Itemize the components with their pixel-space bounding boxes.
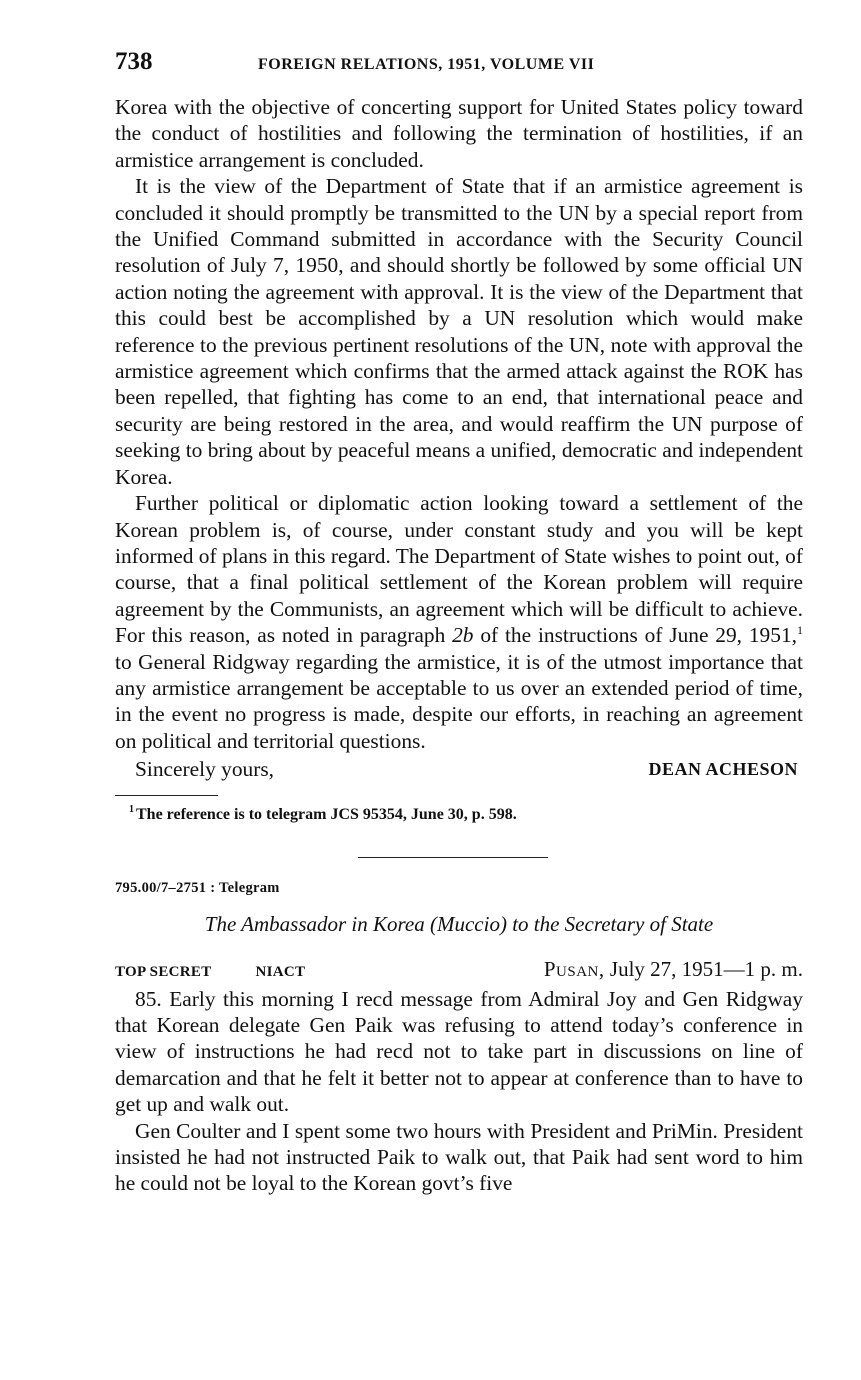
footnote-rule <box>115 795 218 796</box>
telegram-paragraph-1: 85. Early this morning I recd message from Admiral Joy and Gen Ridgway that Korean delegate Gen Paik was refusing to attend today’s conference in view of instructions he had recd not to take part in discussions on line of demarcation and that he felt it better not to appear at conference than to have to get up and walk out. <box>115 986 803 1117</box>
telegram-paragraph-2: Gen Coulter and I spent some two hours with President and PriMin. President insisted he had not instructed Paik to walk out, that Paik had sent word to him he could not be loyal to the Korean govt’s five <box>115 1118 803 1196</box>
paragraph-reference: 2b <box>452 623 474 648</box>
signer-name: DEAN ACHESON <box>648 759 798 780</box>
dateline <box>544 957 803 982</box>
signature-block <box>115 756 803 782</box>
classification: TOP SECRET <box>115 963 212 980</box>
precedence: NIACT <box>255 963 306 980</box>
section-separator <box>358 857 548 858</box>
footnote-mark: 1 <box>129 804 134 816</box>
running-title: FOREIGN RELATIONS, 1951, VOLUME VII <box>258 56 595 73</box>
salutation: Sincerely yours, <box>135 757 275 782</box>
letter-paragraph-1: Korea with the objective of concerting support for United States policy toward the conduct of hostilities and following the termination of hostilities, if an armistice arrangement is concluded. <box>115 95 803 172</box>
classification-line <box>115 957 803 982</box>
document-file-id: 795.00/7–2751 : Telegram <box>115 879 280 896</box>
page-header <box>115 48 803 82</box>
page-number: 738 <box>115 48 153 75</box>
place: Pusan, <box>543 956 605 981</box>
date: July 27, 1951—1 p. m. <box>604 956 803 981</box>
letter-paragraph-2: It is the view of the Department of State that if an armistice agreement is concluded it should promptly be transmitted to the UN by a special report from the Unified Command submitted in accordance with the Security Council resolution of July 7, 1950, and should shortly be followed by some official UN action noting the agreement with approval. It is the view of the Department that this could best be accomplished by a UN resolution which would make reference to the previous pertinent resolutions of the UN, note with approval the armistice agreement which confirms that the armed attack against the ROK has been repelled, that fighting has come to an end, that international peace and security are being restored in the area, and would reaffirm the UN purpose of seeking to bring about by peaceful means a unified, democratic and independent Korea. <box>115 174 803 489</box>
document-page <box>115 48 803 1197</box>
document-title: The Ambassador in Korea (Muccio) to the Secretary of State <box>204 911 714 936</box>
footnote-text: The reference is to telegram JCS 95354, June 30, p. 598. <box>136 805 517 823</box>
footnote <box>115 805 803 825</box>
footnote-reference: 1 <box>796 623 803 637</box>
letter-paragraph-3: Further political or diplomatic action looking toward a settlement of the Korean problem is, of course, under constant study and you will be kept informed of plans in this regard. The Department of State wishes to point out, of course, that a final political settlement of the Korean problem will require agreement by the Communists, an agreement which will be difficult to achieve. For this reason, as noted in paragraph 2b of the instructions of June 29, 1951,$^1$ to General Ridgway regarding the armistice, it is of the utmost importance that any armistice arrangement be acceptable to us over an extended period of time, in the event no progress is made, despite our efforts, in reaching an agreement on political and territorial questions. <box>115 491 803 753</box>
